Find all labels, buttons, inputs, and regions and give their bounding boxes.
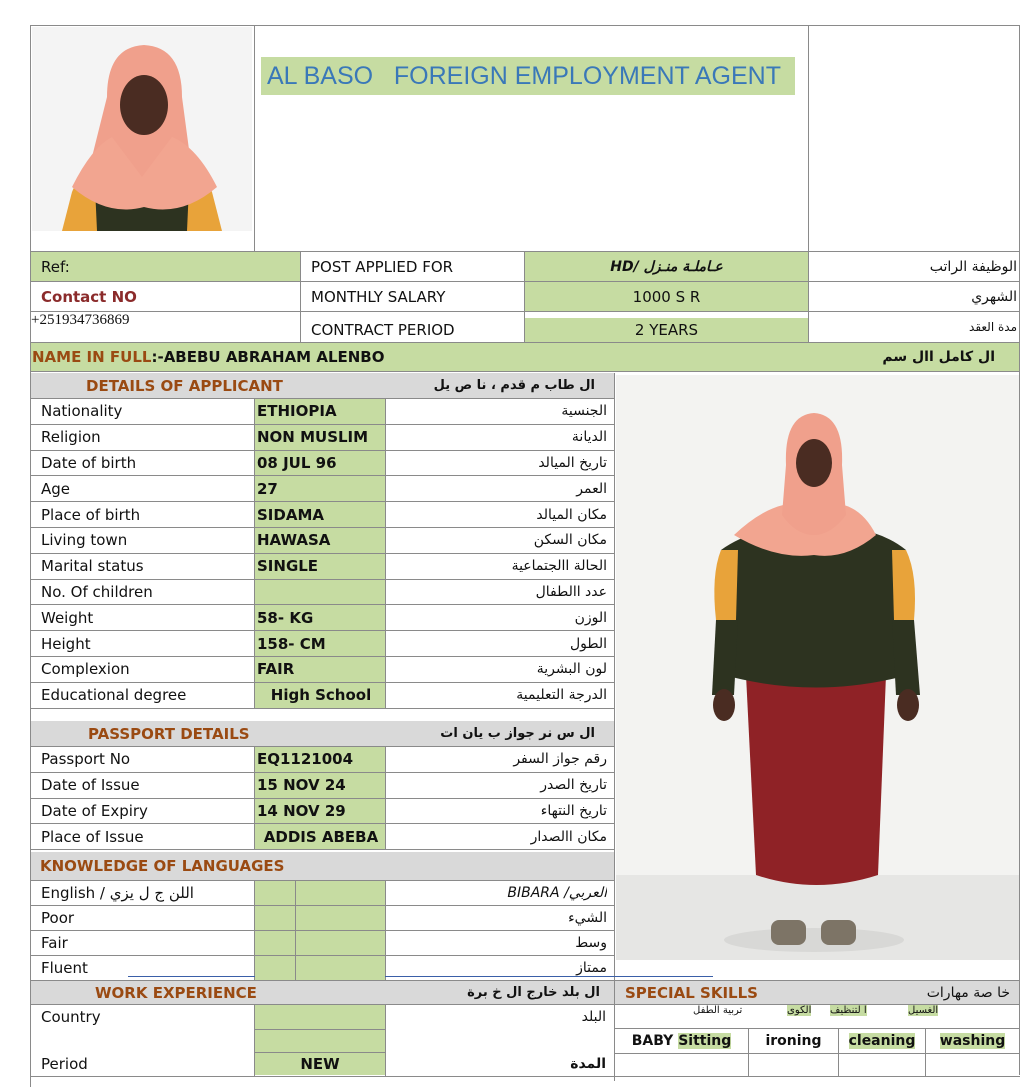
post-value: HD/ عـاملـة منـزل: [525, 252, 808, 281]
details-value: NON MUSLIM: [257, 428, 369, 447]
skill-ar-babysitting: تربية الطفل: [693, 1005, 743, 1016]
languages-label: Fluent: [41, 959, 88, 977]
skills-ar-row: [615, 1005, 1019, 1025]
skill-ar-washing: الغسيل: [908, 1005, 939, 1016]
skill-cleaning: [839, 1029, 925, 1053]
work-title-ar: ال بلد خارج ال خ برة: [467, 985, 600, 1000]
details-value: High School: [270, 686, 372, 705]
skills-title: SPECIAL SKILLS: [625, 983, 758, 1002]
salary-label: MONTHLY SALARY: [311, 287, 446, 306]
languages-level-cell: [255, 906, 385, 930]
contract-ar: مدة العقد: [969, 320, 1017, 334]
passport-label: Date of Expiry: [41, 801, 148, 820]
details-ar: مكان السكن: [533, 532, 607, 549]
skill-baby-sitting: [615, 1029, 748, 1053]
language-underline-right: [385, 976, 713, 977]
skill-cleaning-text: cleaning: [848, 1033, 916, 1049]
work-title: WORK EXPERIENCE: [95, 983, 257, 1002]
name-label: [32, 343, 592, 371]
details-title: DETAILS OF APPLICANT: [86, 376, 283, 395]
languages-level-cell: [255, 881, 385, 905]
skill-ar-ironing: الكوى: [787, 1005, 812, 1016]
details-ar: العمر: [576, 480, 607, 497]
work-period-label: Period: [41, 1055, 88, 1073]
details-label: Complexion: [41, 660, 130, 679]
skill-ironing: [749, 1029, 838, 1053]
agency-title: AL BASO FOREIGN EMPLOYMENT AGENT: [261, 57, 795, 95]
passport-label: Passport No: [41, 750, 131, 769]
applicant-photo-small: [32, 27, 252, 231]
details-label: Educational degree: [41, 686, 187, 705]
details-label: Nationality: [41, 402, 123, 421]
work-period-value: NEW: [255, 1053, 385, 1075]
languages-label: Poor: [41, 909, 75, 927]
skill-sitting: Sitting: [678, 1033, 732, 1049]
passport-value: 14 NOV 29: [257, 801, 346, 820]
details-value: 08 JUL 96: [257, 453, 337, 472]
languages-ar: الشيء: [568, 910, 607, 926]
details-ar: الدرجة التعليمية: [516, 687, 607, 704]
languages-ar: وسط: [575, 935, 607, 951]
details-value: [255, 580, 385, 605]
passport-label: Date of Issue: [41, 776, 140, 795]
passport-value: EQ1121004: [257, 750, 354, 769]
details-value: 58- KG: [257, 608, 314, 627]
details-label: Marital status: [41, 557, 144, 576]
languages-level-cell: [255, 956, 385, 980]
details-ar: الحالة االجتماعية: [511, 558, 607, 575]
details-label: No. Of children: [41, 582, 153, 601]
details-ar: الطول: [569, 635, 607, 652]
passport-ar: تاريخ النتهاء: [540, 802, 607, 819]
details-value: SINGLE: [257, 557, 319, 576]
details-value: 27: [257, 479, 278, 498]
details-value: FAIR: [257, 660, 295, 679]
details-ar: لون البشرية: [536, 661, 607, 678]
skill-washing-text: washing: [939, 1033, 1006, 1049]
details-value: HAWASA: [257, 531, 331, 550]
languages-level-cell: [255, 931, 385, 955]
passport-value: ADDIS ABEBA: [263, 827, 379, 846]
passport-ar: رقم جواز السفر: [513, 751, 607, 768]
details-ar: الجنسية: [561, 403, 607, 420]
name-value: :-ABEBU ABRAHAM ALENBO: [151, 348, 385, 366]
details-value: ETHIOPIA: [257, 402, 337, 421]
contact-label: Contact NO: [41, 287, 137, 306]
details-value: SIDAMA: [257, 505, 324, 524]
languages-label: English / اللن ج ل يزي: [41, 884, 194, 902]
work-country-value-cell: [255, 1005, 385, 1029]
skill-ar-cleaning: ا لتنظيف: [830, 1005, 867, 1016]
details-label: Religion: [41, 428, 101, 447]
ref-label: Ref:: [31, 252, 300, 281]
details-label: Height: [41, 634, 91, 653]
passport-title-ar: ال س نر جواز ب يان ات: [440, 726, 595, 741]
details-value: 158- CM: [257, 634, 326, 653]
contract-value: 2 YEARS: [525, 318, 808, 342]
post-label: POST APPLIED FOR: [311, 257, 454, 276]
contract-label: CONTRACT PERIOD: [311, 321, 455, 339]
work-period-ar: المدة: [570, 1056, 606, 1072]
skill-washing: [926, 1029, 1019, 1053]
languages-title: KNOWLEDGE OF LANGUAGES: [40, 857, 285, 875]
details-title-ar: ال طاب م قدم ، نا ص يل: [433, 378, 595, 393]
skill-baby-prefix: BABY: [631, 1033, 674, 1049]
details-ar: الديانة: [571, 429, 607, 446]
languages-ar: ممتاز: [576, 960, 607, 976]
work-country-label: Country: [41, 1008, 101, 1026]
name-label-text: NAME IN FULL: [32, 348, 152, 366]
languages-label: Fair: [41, 934, 68, 952]
details-ar: عدد االطفال: [535, 583, 607, 600]
details-label: Place of birth: [41, 505, 141, 524]
details-label: Date of birth: [41, 453, 137, 472]
details-label: Living town: [41, 531, 128, 550]
salary-value: 1000 S R: [525, 282, 808, 311]
skills-title-ar: خا صة مهارات: [926, 984, 1010, 1001]
applicant-photo-full: [616, 375, 1019, 960]
passport-label: Place of Issue: [41, 827, 144, 846]
passport-value: 15 NOV 24: [257, 776, 346, 795]
contact-value: +251934736869: [31, 312, 130, 328]
details-ar: تاريخ الميالد: [538, 454, 607, 471]
passport-title: PASSPORT DETAILS: [88, 724, 250, 743]
work-country-ar: البلد: [581, 1009, 606, 1025]
name-ar: ال كامل اال سم: [882, 349, 995, 365]
passport-ar: مكان االصدار: [530, 828, 607, 845]
post-ar: الوظيفة الراتب: [929, 258, 1017, 275]
passport-ar: تاريخ الصدر: [540, 777, 607, 794]
skill-ironing-text: ironing: [765, 1033, 822, 1049]
language-underline-left: [128, 976, 255, 977]
details-label: Weight: [41, 608, 94, 627]
details-label: Age: [41, 479, 71, 498]
languages-ar: العربي/ BIBARA: [507, 885, 607, 901]
details-ar: الوزن: [574, 609, 607, 626]
salary-ar: الشهري: [971, 288, 1017, 305]
details-ar: مكان الميالد: [536, 506, 607, 523]
work-period-gap-cell: [255, 1030, 385, 1052]
